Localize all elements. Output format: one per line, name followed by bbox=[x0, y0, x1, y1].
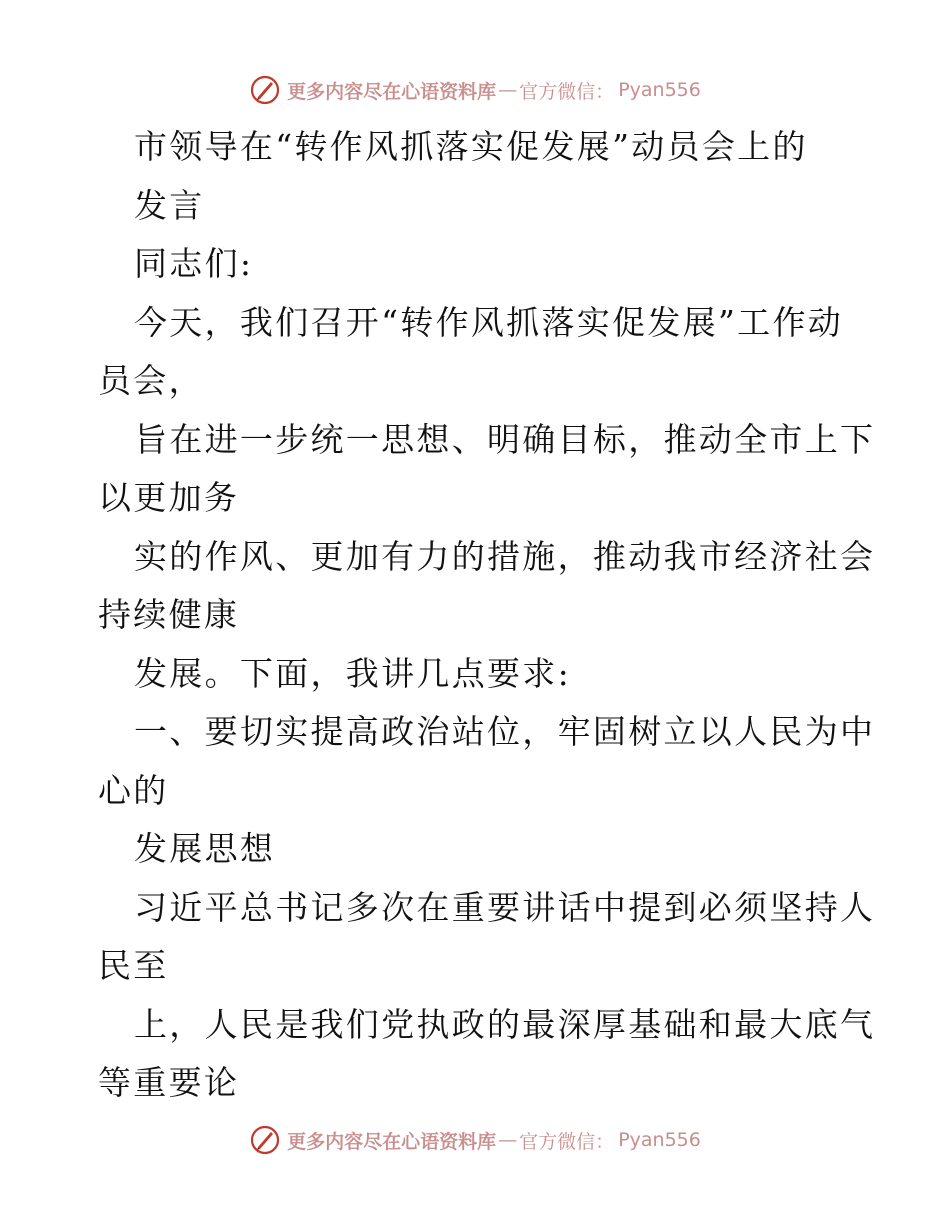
document-body bbox=[98, 118, 876, 1113]
text-line: 心的 bbox=[98, 770, 169, 810]
quill-pen-logo-icon bbox=[249, 74, 281, 106]
text-line: 市领导在“转作风抓落实促发展”动员会上的 bbox=[134, 127, 808, 166]
text-line: 一、要切实提高政治站位，牢固树立以人民为中 bbox=[134, 712, 876, 751]
text-line: 发言 bbox=[134, 185, 205, 225]
watermark-separator: — bbox=[498, 79, 518, 101]
watermark-separator: — bbox=[498, 1129, 518, 1151]
watermark-brand: 更多内容尽在心语资料库 bbox=[287, 80, 497, 103]
footer-watermark bbox=[0, 1120, 950, 1160]
header-watermark bbox=[0, 70, 950, 110]
text-line: 等重要论 bbox=[98, 1063, 240, 1102]
text-line: 民至 bbox=[98, 946, 169, 985]
text-line: 发展思想 bbox=[134, 829, 276, 868]
quill-pen-logo-icon bbox=[249, 1124, 281, 1156]
watermark-wechat-label: 官方微信： bbox=[519, 80, 615, 103]
watermark-wechat-id: Pyan556 bbox=[618, 1129, 701, 1151]
text-line: 持续健康 bbox=[98, 595, 240, 634]
text-line: 今天，我们召开“转作风抓落实促发展”工作动 bbox=[134, 302, 844, 342]
text-line: 旨在进一步统一思想、明确目标，推动全市上下 bbox=[134, 419, 876, 459]
watermark-wechat-label: 官方微信： bbox=[519, 1130, 615, 1153]
text-line: 发展。下面，我讲几点要求: bbox=[134, 653, 572, 693]
text-line: 以更加务 bbox=[98, 478, 240, 517]
text-line: 员会， bbox=[98, 361, 204, 400]
text-line: 习近平总书记多次在重要讲话中提到必须坚持人 bbox=[134, 887, 876, 927]
watermark-wechat-id: Pyan556 bbox=[618, 79, 701, 101]
text-line: 同志们: bbox=[134, 244, 254, 283]
text-line: 上，人民是我们党执政的最深厚基础和最大底气 bbox=[134, 1004, 876, 1044]
watermark-brand: 更多内容尽在心语资料库 bbox=[287, 1130, 497, 1153]
text-line: 实的作风、更加有力的措施，推动我市经济社会 bbox=[134, 536, 876, 576]
